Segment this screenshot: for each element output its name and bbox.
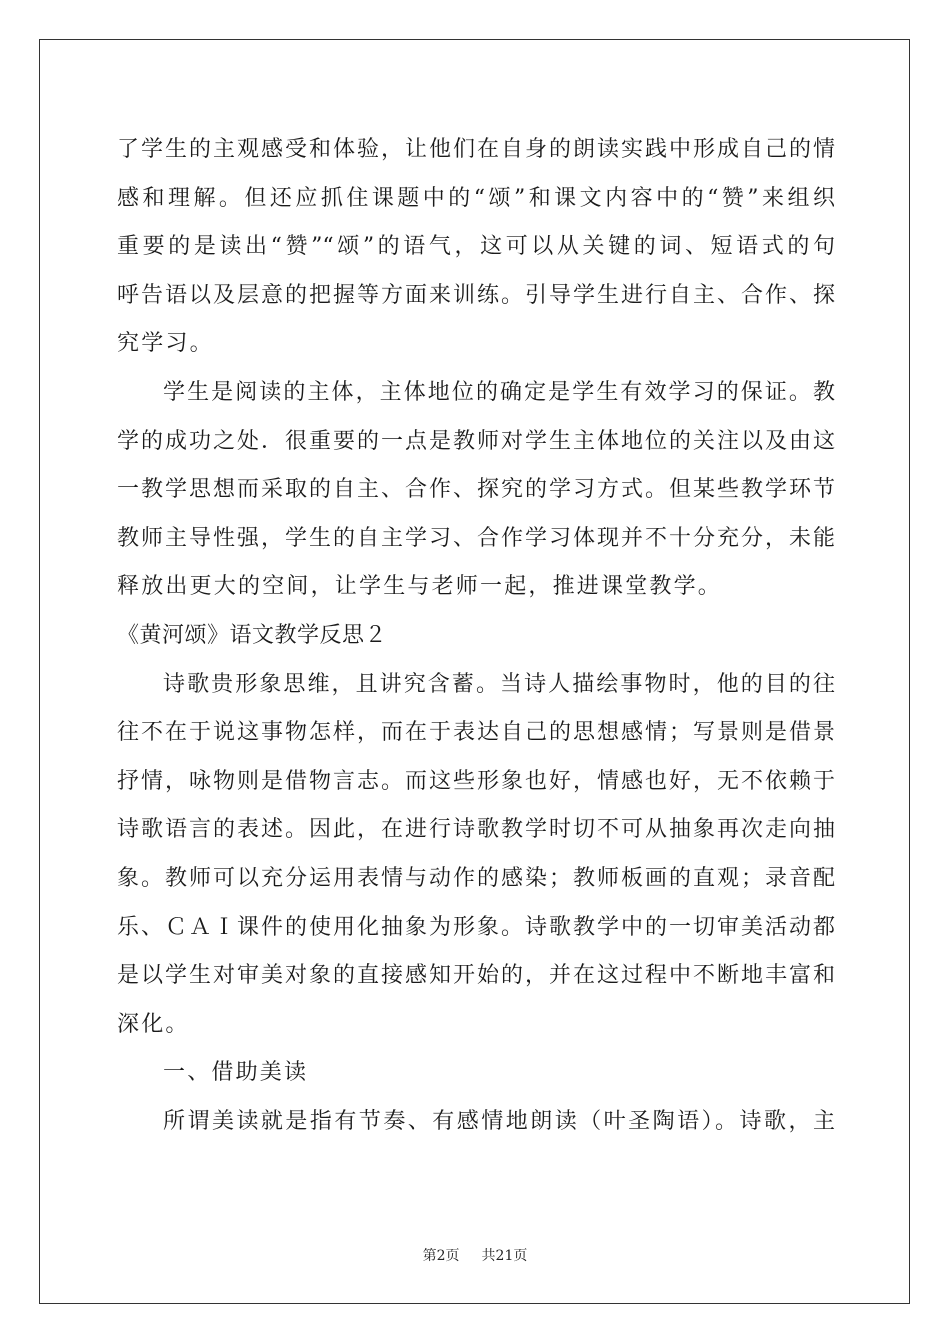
text-line: 一教学思想而采取的自主、合作、探究的学习方式。但某些教学环节 (117, 477, 835, 503)
text-line: 了学生的主观感受和体验，让他们在自身的朗读实践中形成自己的情 (117, 137, 835, 162)
document-body (117, 126, 835, 1146)
text-line: 感和理解。但还应抓住课题中的“颂”和课文内容中的“赞”来组织 (117, 185, 835, 211)
text-line: 教师主导性强，学生的自主学习、合作学习体现并不十分充分，未能 (117, 525, 835, 551)
text-line: 究学习。 (117, 331, 214, 357)
text-line: 所谓美读就是指有节奏、有感情地朗读（叶圣陶语）。诗歌，主 (163, 1108, 835, 1134)
page-footer (0, 1246, 950, 1266)
page-number: 第2页 (422, 1248, 460, 1264)
text-line: 乐、ＣＡＩ课件的使用化抽象为形象。诗歌教学中的一切审美活动都 (117, 914, 835, 940)
section-heading: 《黄河颂》语文教学反思２ (117, 622, 388, 648)
text-line: 释放出更大的空间，让学生与老师一起，推进课堂教学。 (117, 574, 723, 600)
text-line: 是以学生对审美对象的直接感知开始的，并在这过程中不断地丰富和 (117, 963, 835, 989)
text-line: 诗歌语言的表述。因此，在进行诗歌教学时切不可从抽象再次走向抽 (117, 817, 835, 843)
page-total: 共21页 (481, 1248, 528, 1264)
text-line: 学的成功之处．很重要的一点是教师对学生主体地位的关注以及由这 (117, 428, 835, 454)
text-line: 往不在于说这事物怎样，而在于表达自己的思想感情；写景则是借景 (117, 720, 835, 746)
text-line: 象。教师可以充分运用表情与动作的感染；教师板画的直观；录音配 (117, 865, 835, 891)
text-line: 深化。 (117, 1011, 190, 1037)
text-line: 呼告语以及层意的把握等方面来训练。引导学生进行自主、合作、探 (117, 282, 835, 308)
text-line: 诗歌贵形象思维，且讲究含蓄。当诗人描绘事物时，他的目的往 (163, 671, 835, 697)
text-line: 学生是阅读的主体，主体地位的确定是学生有效学习的保证。教 (163, 379, 835, 405)
subheading: 一、借助美读 (163, 1060, 309, 1086)
text-line: 抒情，咏物则是借物言志。而这些形象也好，情感也好，无不依赖于 (117, 768, 835, 794)
text-line: 重要的是读出“赞”“颂”的语气，这可以从关键的词、短语式的句 (117, 234, 835, 260)
